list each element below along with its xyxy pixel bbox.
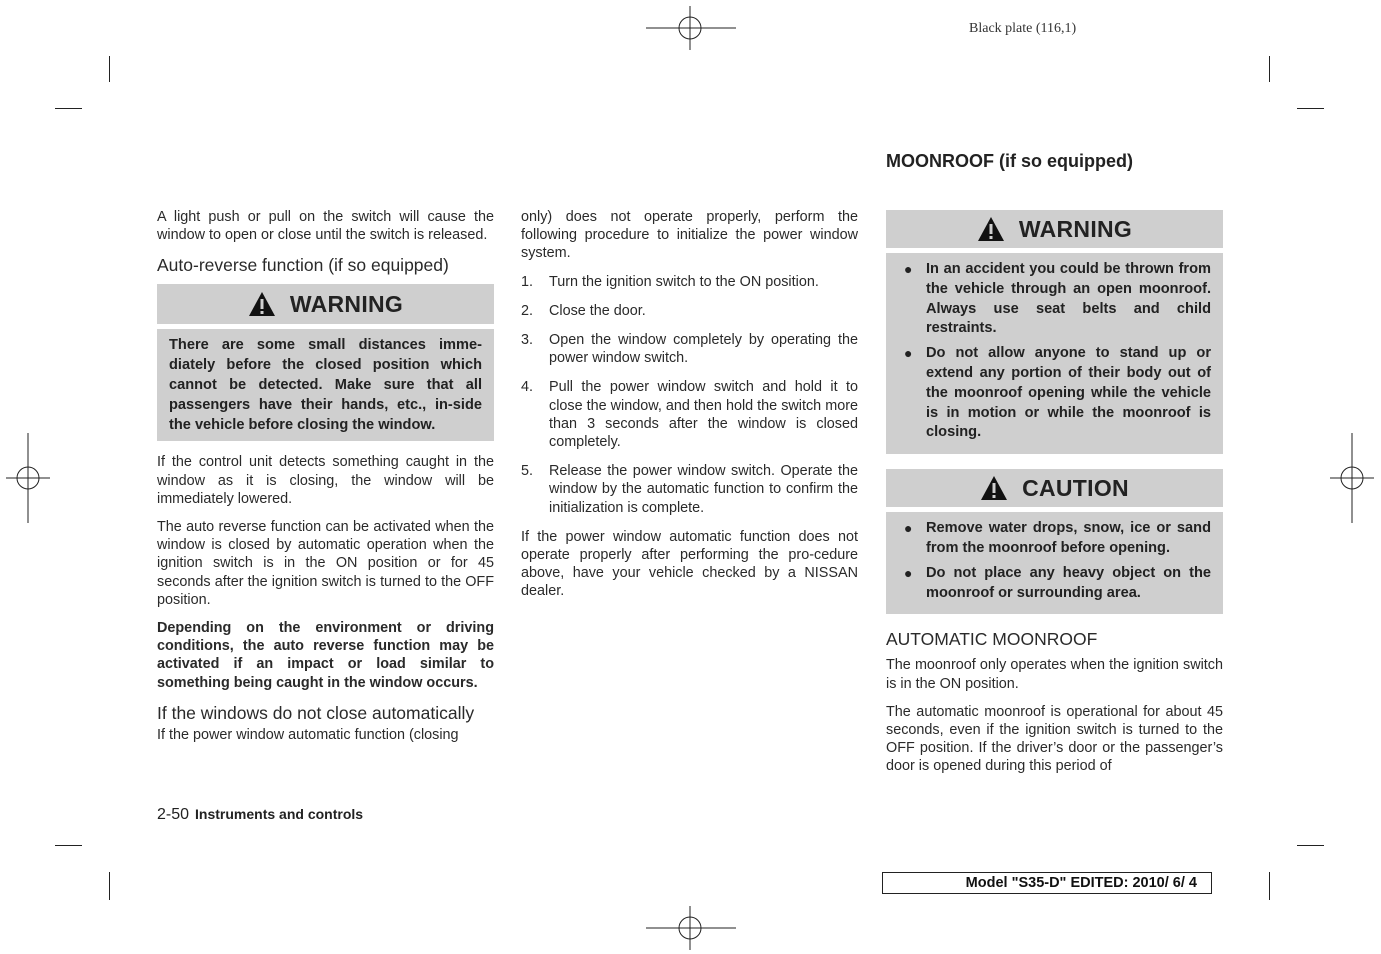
bullet-text: Remove water drops, snow, ice or sand from the moonroof before opening. — [926, 520, 1211, 556]
warning-box — [157, 284, 494, 441]
bullet-dot-icon: ● — [904, 345, 913, 362]
bullet-text: In an accident you could be thrown from the vehicle through an open moonroof. Always use seat belts and child restraints. — [926, 261, 1211, 337]
page-number: 2-50 — [157, 806, 190, 823]
crop-mark — [1297, 108, 1324, 109]
registration-mark-icon — [1330, 433, 1374, 523]
caution-header — [886, 469, 1223, 507]
paragraph: The moonroof only operates when the ignition switch is in the ON position. — [886, 657, 1223, 692]
warning-title: WARNING — [289, 290, 404, 317]
paragraph: If the power window automatic function (closing — [157, 726, 459, 743]
step-number: 4. — [521, 379, 534, 396]
crop-mark — [55, 108, 82, 109]
step-text: Pull the power window switch and hold it to close the window, and then hold the switch more than 3 seconds after the window is closed completely. — [549, 379, 858, 451]
list-item — [521, 378, 858, 451]
bullet-dot-icon: ● — [904, 261, 913, 277]
paragraph: If the power window automatic function does not operate properly after performing the pro-cedure above, have your vehicle checked by a NISSAN dealer. — [521, 528, 858, 600]
column-left — [157, 208, 494, 754]
chapter-title: Instruments and controls — [195, 806, 364, 822]
crop-mark — [1269, 56, 1270, 82]
crop-mark — [1297, 845, 1324, 846]
step-text: Turn the ignition switch to the ON position. — [549, 273, 819, 290]
caution-title: CAUTION — [1022, 474, 1129, 501]
section-title: MOONROOF (if so equipped) — [886, 151, 1133, 171]
step-number: 3. — [521, 332, 534, 349]
subhead-auto-reverse: Auto-reverse function (if so equipped) — [157, 255, 449, 276]
list-item — [898, 344, 1211, 443]
crop-mark — [109, 56, 110, 82]
column-middle — [521, 208, 858, 611]
bullet-dot-icon: ● — [904, 520, 913, 537]
plate-label: Black plate (116,1) — [969, 21, 1077, 36]
warning-title: WARNING — [1018, 215, 1133, 242]
step-number: 1. — [521, 273, 534, 290]
bullet-dot-icon: ● — [904, 564, 913, 581]
subhead-not-close: If the windows do not close automatically — [157, 702, 475, 723]
warning-text: There are some small distances imme-diately before the closed position which cannot be detected. Make sure that all passengers have their hands, etc., in-side the vehicle before closing the window. — [157, 329, 494, 441]
registration-mark-icon — [6, 433, 50, 523]
step-text: Open the window completely by operating the power window switch. — [549, 332, 858, 367]
warning-header — [886, 210, 1223, 248]
paragraph: If the control unit detects something caught in the window as it is closing, the window will be immediately lowered. — [157, 454, 494, 507]
warning-box — [886, 210, 1223, 454]
registration-mark-icon — [646, 906, 736, 950]
bold-paragraph: Depending on the environment or driving conditions, the auto reverse function may be activated if an impact or load similar to something being caught in the window occurs. — [157, 620, 494, 691]
warning-triangle-icon — [980, 475, 1008, 501]
warning-header — [157, 284, 494, 324]
step-text: Close the door. — [549, 302, 646, 319]
bullet-text: Do not place any heavy object on the moonroof or surrounding area. — [926, 564, 1211, 601]
column-right — [886, 210, 1223, 786]
paragraph: only) does not operate properly, perform the following procedure to initialize the power window system. — [521, 209, 858, 262]
paragraph: The automatic moonroof is operational for about 45 seconds, even if the ignition switch is turned to the OFF position. If the driver’s door or the passenger’s door is opened during this period of — [886, 703, 1223, 775]
crop-mark — [109, 872, 110, 900]
paragraph: The auto reverse function can be activated when the window is closed by automatic operation when the ignition switch is in the ON position or for 45 seconds after the ignition switch is turned to the OFF position. — [157, 519, 494, 608]
warning-triangle-icon — [248, 291, 276, 317]
bullet-text: Do not allow anyone to stand up or extend any portion of their body out of the moonroof opening while the vehicle is in motion or while the moonroof is closing. — [926, 345, 1211, 441]
warning-list — [898, 260, 1211, 443]
subhead-automatic-moonroof: AUTOMATIC MOONROOF — [886, 629, 1098, 650]
list-item — [521, 273, 858, 291]
page-footer — [157, 806, 363, 824]
step-number: 5. — [521, 463, 534, 480]
list-item — [521, 302, 858, 320]
warning-list-box — [886, 253, 1223, 454]
registration-mark-icon — [646, 6, 736, 50]
list-item — [521, 462, 858, 517]
warning-triangle-icon — [977, 216, 1005, 242]
list-item — [898, 260, 1211, 339]
crop-mark — [1269, 872, 1270, 900]
list-item — [898, 564, 1211, 604]
step-text: Release the power window switch. Operate the window by the automatic function to confirm the initialization is complete. — [549, 463, 858, 516]
model-edited-box: Model "S35-D" EDITED: 2010/ 6/ 4 — [882, 872, 1212, 894]
step-number: 2. — [521, 302, 534, 319]
caution-list-box — [886, 512, 1223, 614]
crop-mark — [55, 845, 82, 846]
steps-list — [521, 273, 858, 517]
list-item — [898, 519, 1211, 559]
caution-box — [886, 469, 1223, 614]
intro-paragraph: A light push or pull on the switch will cause the window to open or close until the switch is released. — [157, 209, 494, 244]
caution-list — [898, 519, 1211, 603]
list-item — [521, 331, 858, 367]
